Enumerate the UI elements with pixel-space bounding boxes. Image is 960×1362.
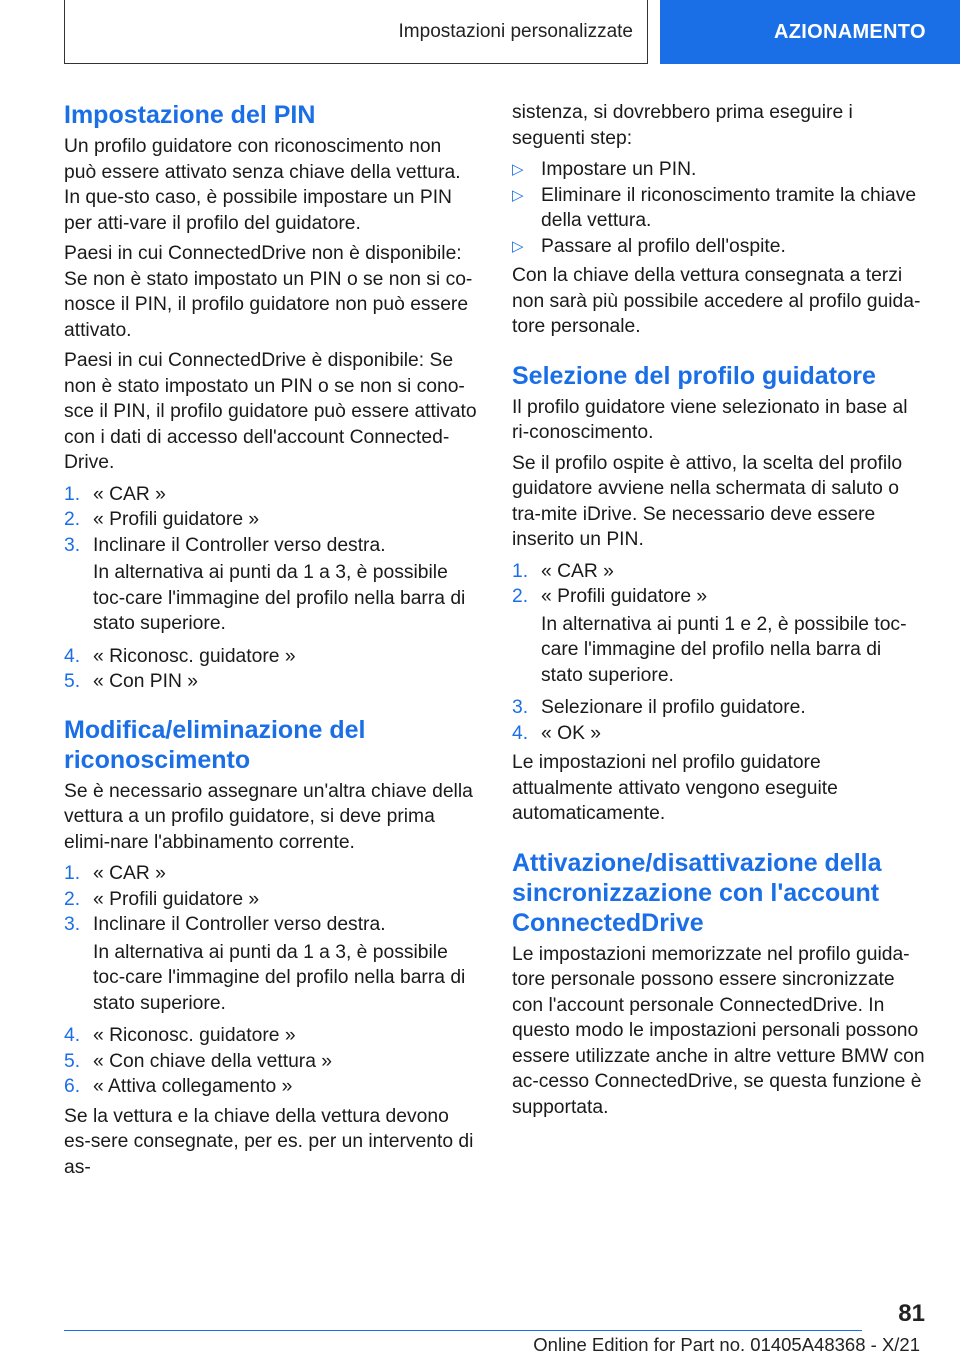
- paragraph: Un profilo guidatore con riconoscimento non può essere attivato senza chiave della vettura. In que-sto caso, è possibile impostare un PIN per atti-vare il profilo del guidatore.: [64, 136, 461, 234]
- list-item: [64, 482, 478, 508]
- list-item: [512, 234, 926, 260]
- paragraph: Il profilo guidatore viene selezionato in base al ri-conoscimento.: [512, 396, 908, 443]
- bullet-triangle-icon: ▷: [512, 237, 524, 255]
- paragraph: sistenza, si dovrebbero prima eseguire i seguenti step:: [512, 102, 853, 149]
- list-item: [512, 695, 926, 721]
- step-number: 2.: [512, 586, 529, 607]
- bullet-text: Eliminare il riconoscimento tramite la chiave della vettura.: [541, 184, 917, 231]
- step-text: « CAR »: [541, 560, 614, 582]
- header-chapter-tab: [660, 0, 960, 64]
- paragraph: Paesi in cui ConnectedDrive è disponibile: Se non è stato impostato un PIN o se non si cono-sce il PIN, il profilo guidatore può essere attivato con i dati di accesso dell'account Connected-Drive.: [64, 350, 477, 473]
- bullet-text: Impostare un PIN.: [541, 159, 697, 180]
- bullet-triangle-icon: ▷: [512, 186, 524, 204]
- paragraph: Le impostazioni memorizzate nel profilo guida-tore personale possono essere sincronizzate con l'account personale ConnectedDrive. In questo modo le impostazioni personali possono essere utilizzate anche in altre vetture BMW con ac-cesso ConnectedDrive, se questa funzione è supportata.: [512, 943, 925, 1118]
- step-text: Inclinare il Controller verso destra.: [93, 534, 386, 556]
- list-item: [64, 887, 478, 913]
- list-item: [64, 533, 478, 559]
- paragraph: Paesi in cui ConnectedDrive non è disponibile: Se non è stato impostato un PIN o se non si co-nosce il PIN, il profilo guidatore non può essere attivato.: [64, 243, 473, 341]
- step-number: 2.: [64, 888, 81, 910]
- list-item: [64, 861, 478, 887]
- step-number: 1.: [64, 483, 81, 505]
- section-title-modify: Modifica/eliminazione del riconoscimento: [64, 715, 366, 774]
- step-text: « CAR »: [93, 483, 166, 505]
- step-number: 4.: [512, 722, 529, 744]
- paragraph: Se è necessario assegnare un'altra chiave della vettura a un profilo guidatore, si deve prima elimi-nare l'abbinamento corrente.: [64, 780, 473, 853]
- list-item: [64, 1049, 478, 1075]
- step-text: « Profili guidatore »: [93, 888, 260, 910]
- left-column: [64, 100, 478, 1185]
- step-number: 1.: [64, 863, 81, 884]
- right-column: [512, 100, 926, 1125]
- steps-list-modify: [64, 861, 478, 938]
- step-number: 3.: [64, 914, 81, 935]
- step-number: 3.: [512, 697, 529, 718]
- list-item: [512, 183, 926, 234]
- footer-edition: Online Edition for Part no. 01405A48368 - X/21: [533, 1334, 920, 1355]
- step-text: « OK »: [541, 722, 602, 744]
- list-item: [64, 507, 478, 533]
- paragraph: Le impostazioni nel profilo guidatore attualmente attivato vengono eseguite automaticamente.: [512, 752, 838, 824]
- paragraph: Se la vettura e la chiave della vettura devono es-sere consegnate, per es. per un intervento di as-: [64, 1105, 474, 1178]
- step-number: 1.: [512, 560, 529, 582]
- step-number: 4.: [64, 1025, 81, 1046]
- steps-list-select: [512, 559, 926, 610]
- step-text: « Attiva collegamento »: [93, 1076, 293, 1097]
- step-number: 4.: [64, 645, 81, 667]
- step-note: In alternativa ai punti da 1 a 3, è possibile toc-care l'immagine del profilo nella barra di stato superiore.: [93, 941, 466, 1014]
- section-title-sync: Attivazione/disattivazione della sincronizzazione con l'account ConnectedDrive: [512, 848, 882, 937]
- step-note: In alternativa ai punti 1 e 2, è possibile toc-care l'immagine del profilo nella barra di stato superiore.: [541, 613, 907, 686]
- step-number: 2.: [64, 509, 81, 530]
- bullet-list: [512, 157, 926, 259]
- step-number: 6.: [64, 1076, 81, 1097]
- header-section-title: Impostazioni personalizzate: [398, 20, 633, 42]
- steps-list-select-cont: [512, 695, 926, 746]
- list-item: [64, 1074, 478, 1100]
- step-text: Selezionare il profilo guidatore.: [541, 697, 806, 718]
- list-item: [512, 721, 926, 747]
- step-text: « Profili guidatore »: [541, 586, 708, 607]
- section-title-select: Selezione del profilo guidatore: [512, 361, 876, 390]
- step-number: 5.: [64, 671, 81, 692]
- paragraph: Se il profilo ospite è attivo, la scelta del profilo guidatore avviene nella schermata di saluto o tra-mite iDrive. Se necessario deve essere inserito un PIN.: [512, 452, 903, 550]
- list-item: [512, 584, 926, 610]
- list-item: [512, 559, 926, 585]
- step-text: Inclinare il Controller verso destra.: [93, 914, 386, 935]
- list-item: [64, 644, 478, 670]
- steps-list-modify-cont: [64, 1023, 478, 1100]
- section-title-pin: Impostazione del PIN: [64, 101, 316, 129]
- bullet-triangle-icon: ▷: [512, 161, 524, 178]
- header-section-tab: [64, 0, 648, 64]
- footer-divider: [64, 1330, 862, 1331]
- list-item: [64, 669, 478, 695]
- steps-list-pin-cont: [64, 644, 478, 695]
- paragraph: Con la chiave della vettura consegnata a terzi non sarà più possibile accedere al profilo guida-tore personale.: [512, 265, 921, 337]
- list-item: [512, 157, 926, 183]
- step-text: « CAR »: [93, 863, 166, 884]
- list-item: [64, 1023, 478, 1049]
- page-number: 81: [898, 1300, 925, 1327]
- step-text: « Con chiave della vettura »: [93, 1050, 333, 1072]
- step-note: In alternativa ai punti da 1 a 3, è possibile toc-care l'immagine del profilo nella barra di stato superiore.: [93, 562, 466, 634]
- header-chapter-title: AZIONAMENTO: [774, 20, 926, 43]
- list-item: [64, 912, 478, 938]
- bullet-text: Passare al profilo dell'ospite.: [541, 235, 786, 257]
- step-text: « Con PIN »: [93, 671, 199, 692]
- step-text: « Riconosc. guidatore »: [93, 645, 296, 667]
- step-number: 5.: [64, 1050, 81, 1072]
- steps-list-pin: [64, 482, 478, 559]
- step-number: 3.: [64, 534, 81, 556]
- step-text: « Profili guidatore »: [93, 509, 260, 530]
- step-text: « Riconosc. guidatore »: [93, 1025, 296, 1046]
